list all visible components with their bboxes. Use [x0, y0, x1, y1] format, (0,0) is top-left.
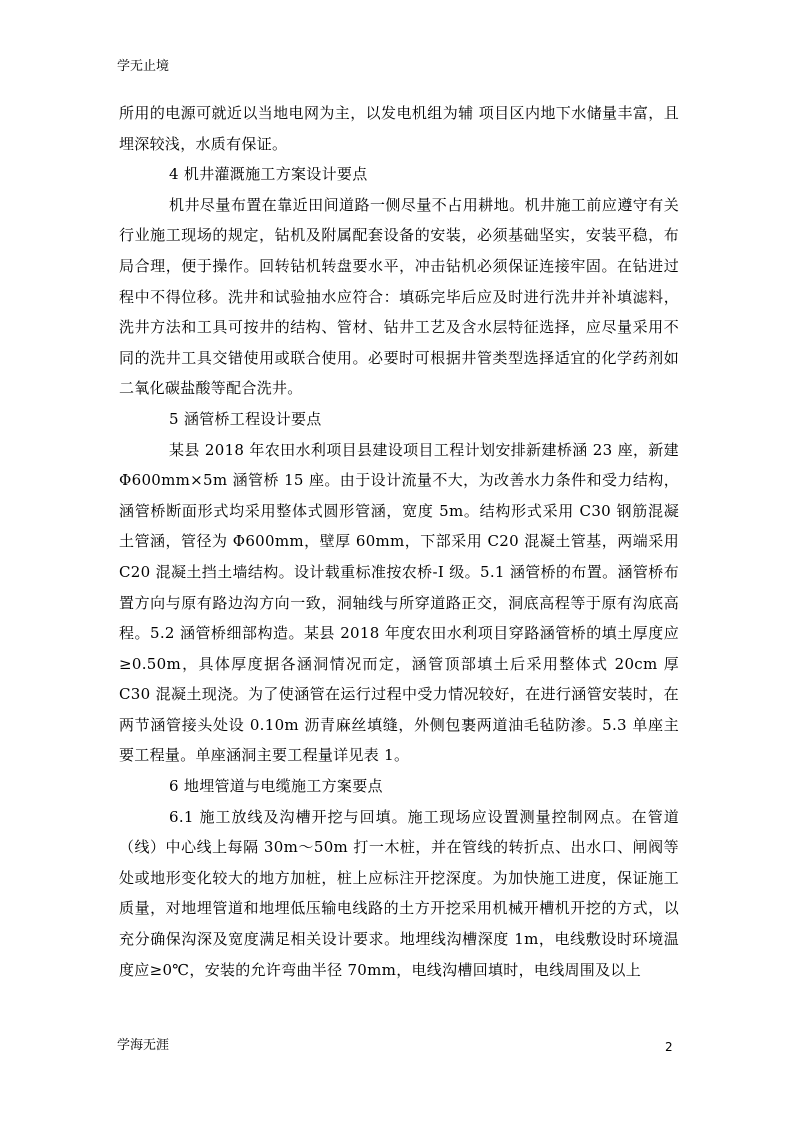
- paragraph-well-construction: 机井尽量布置在靠近田间道路一侧尽量不占用耕地。机井施工前应遵守有关行业施工现场的规定，钻机及附属配套设备的安装，必须基础坚实，安装平稳，布局合理，便于操作。回转钻机转盘要水平，冲击钻机必须保证连接牢固。在钻进过程中不得位移。洗井和试验抽水应符合：填砾完毕后应及时进行洗井并补填滤料，洗井方法和工具可按井的结构、管材、钻井工艺及含水层特征选择，应尽量采用不同的洗井工具交错使用或联合使用。必要时可根据井管类型选择适宜的化学药剂如二氧化碳盐酸等配合洗井。: [119, 195, 679, 398]
- paragraph-culvert-design: 某县 2018 年农田水利项目县建设项目工程计划安排新建桥涵 23 座，新建Φ600mm×5m 涵管桥 15 座。由于设计流量不大，为改善水力条件和受力结构，涵管桥断面形式均采用整体式圆形管涵，宽度 5m。结构形式采用 C30 钢筋混凝土管涵，管径为 Φ600mm，壁厚 60mm，下部采用 C20 混凝土管基，两端采用 C20 混凝土挡土墙结构。设计载重标准按农桥-I 级。5.1 涵管桥的布置。涵管桥布置方向与原有路边沟方向一致，洞轴线与所穿道路正交，洞底高程等于原有沟底高程。5.2 涵管桥细部构造。某县 2018 年度农田水利项目穿路涵管桥的填土厚度应≥0.50m，具体厚度据各涵洞情况而定，涵管顶部填土后采用整体式 20cm 厚 C30 混凝土现浇。为了使涵管在运行过程中受力情况较好，在进行涵管安装时，在两节涵管接头处设 0.10m 沥青麻丝填缝，外侧包裹两道油毛毡防渗。5.3 单座主要工程量。单座涵洞主要工程量详见表 1。: [119, 440, 679, 765]
- page-footer: 学海无涯: [117, 1038, 170, 1053]
- paragraph-power-supply: 所用的电源可就近以当地电网为主，以发电机组为辅 项目区内地下水储量丰富，且埋深较浅，水质有保证。: [119, 104, 679, 153]
- paragraph-pipeline-cable: 6.1 施工放线及沟槽开挖与回填。施工现场应设置测量控制网点。在管道（线）中心线上每隔 30m～50m 打一木桩，并在管线的转折点、出水口、闸阀等处或地形变化较大的地方加桩，桩上应标注开挖深度。为加快施工进度，保证施工质量，对地埋管道和地埋低压输电线路的土方开挖采用机械开槽机开挖的方式，以充分确保沟深及宽度满足相关设计要求。地埋线沟槽深度 1m，电线敷设时环境温度应≥0℃，安装的允许弯曲半径 70mm，电线沟槽回填时，电线周围及以上: [119, 807, 679, 979]
- page-number: 2: [665, 1040, 673, 1054]
- section-heading-5: 5 涵管桥工程设计要点: [169, 409, 322, 428]
- section-heading-4: 4 机井灌溉施工方案设计要点: [169, 165, 368, 184]
- section-heading-6: 6 地埋管道与电缆施工方案要点: [169, 777, 383, 796]
- page-header: 学无止境: [117, 59, 170, 74]
- body-text: [119, 98, 679, 985]
